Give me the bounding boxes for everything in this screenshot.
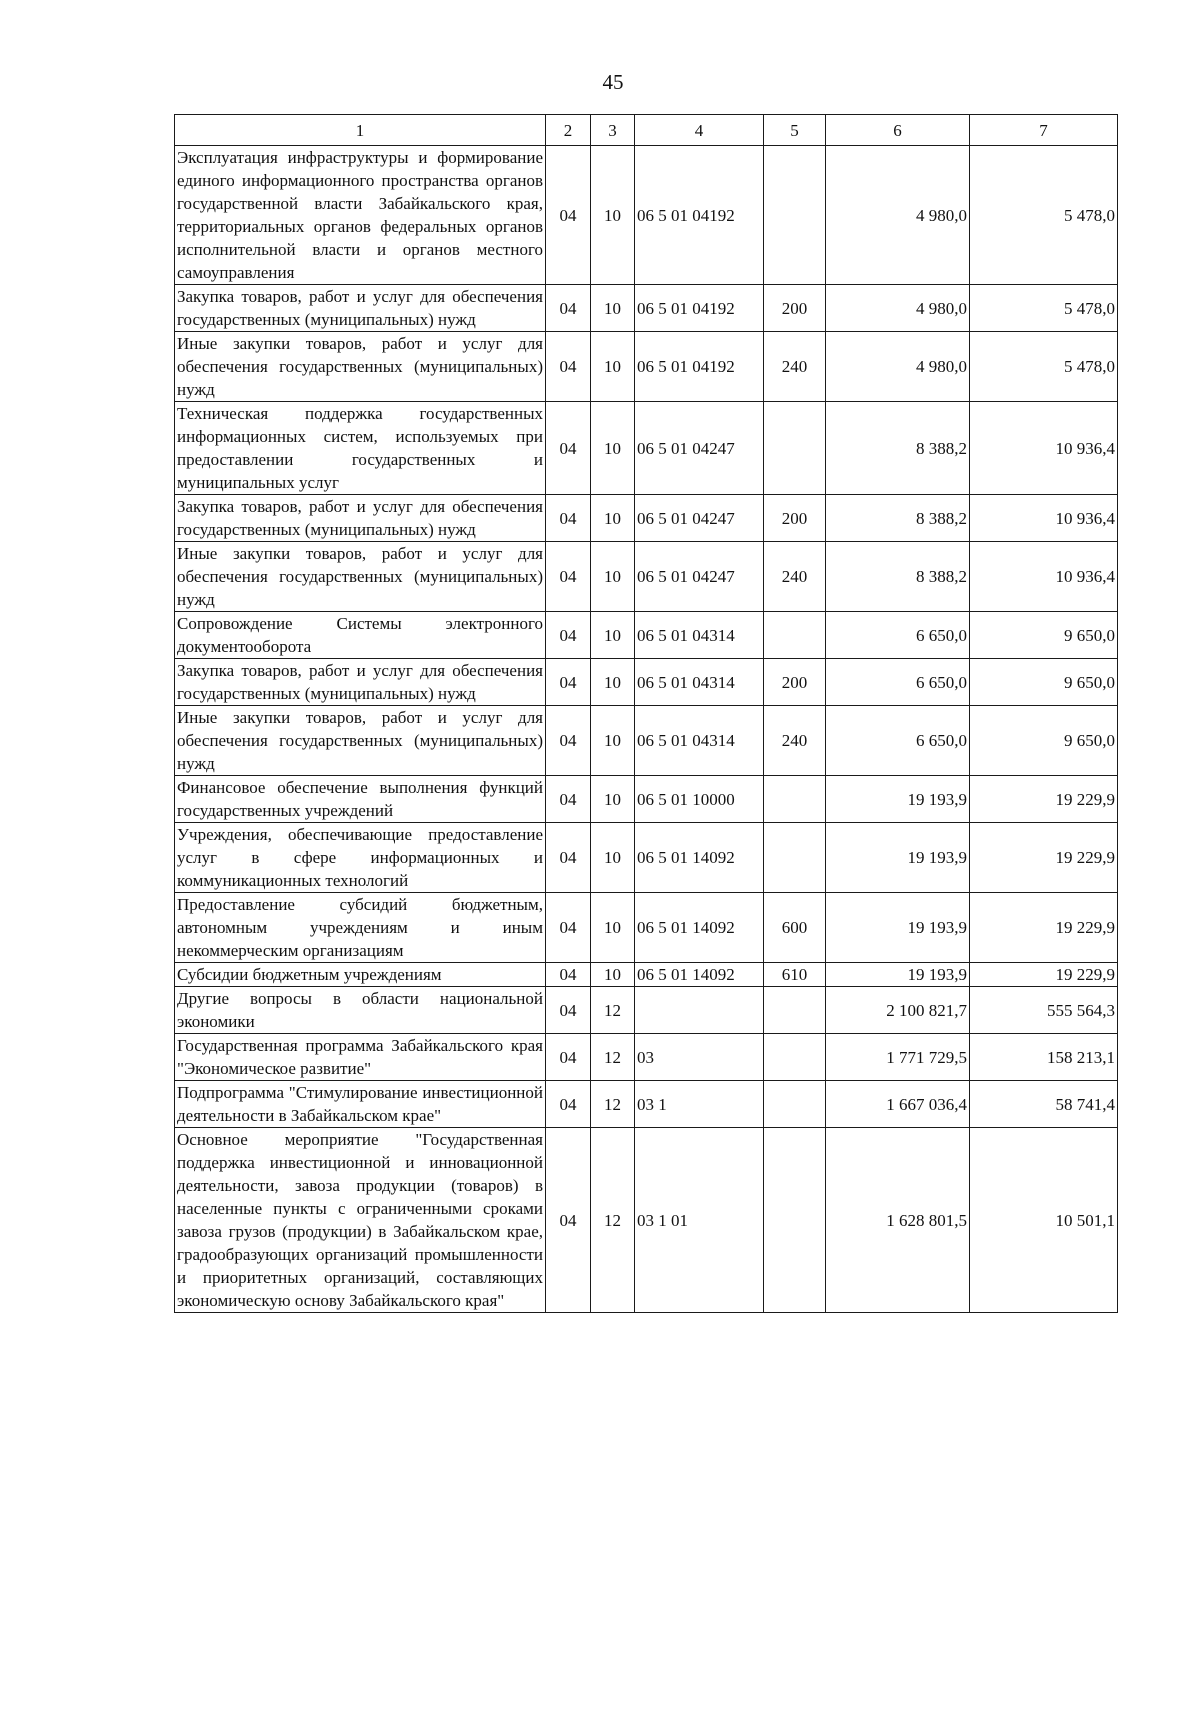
row-sum-1: 4 980,0 [826, 285, 970, 332]
row-subsection: 10 [591, 402, 635, 495]
row-subsection: 12 [591, 1034, 635, 1081]
row-name: Закупка товаров, работ и услуг для обеспечения государственных (муниципальных) нужд [175, 659, 546, 706]
row-name: Государственная программа Забайкальского края "Экономическое развитие" [175, 1034, 546, 1081]
row-name: Иные закупки товаров, работ и услуг для обеспечения государственных (муниципальных) нужд [175, 332, 546, 402]
row-name: Предоставление субсидий бюджетным, автономным учреждениям и иным некоммерческим организациям [175, 893, 546, 963]
row-section: 04 [546, 402, 591, 495]
table-row [175, 285, 1118, 332]
row-subsection: 10 [591, 542, 635, 612]
row-section: 04 [546, 987, 591, 1034]
row-sum-1: 1 771 729,5 [826, 1034, 970, 1081]
row-section: 04 [546, 332, 591, 402]
header-col-2: 2 [546, 115, 591, 146]
row-name: Иные закупки товаров, работ и услуг для обеспечения государственных (муниципальных) нужд [175, 706, 546, 776]
row-name: Закупка товаров, работ и услуг для обеспечения государственных (муниципальных) нужд [175, 495, 546, 542]
row-sum-1: 8 388,2 [826, 495, 970, 542]
row-expense-type [764, 823, 826, 893]
row-target-article: 06 5 01 04192 [635, 285, 764, 332]
row-sum-2: 9 650,0 [970, 706, 1118, 776]
table-row [175, 963, 1118, 987]
row-expense-type [764, 1128, 826, 1313]
table-row [175, 706, 1118, 776]
row-sum-2: 19 229,9 [970, 963, 1118, 987]
row-name: Эксплуатация инфраструктуры и формирование единого информационного пространства органов государственной власти Забайкальского края, территориальных органов федеральных органов исполнительной власти и органов местного самоуправления [175, 146, 546, 285]
table-row [175, 332, 1118, 402]
row-sum-1: 6 650,0 [826, 659, 970, 706]
header-col-6: 6 [826, 115, 970, 146]
row-subsection: 10 [591, 659, 635, 706]
table-row [175, 987, 1118, 1034]
row-subsection: 10 [591, 706, 635, 776]
row-sum-1: 19 193,9 [826, 776, 970, 823]
row-subsection: 10 [591, 146, 635, 285]
row-section: 04 [546, 612, 591, 659]
row-sum-1: 6 650,0 [826, 612, 970, 659]
row-section: 04 [546, 963, 591, 987]
row-sum-2: 10 501,1 [970, 1128, 1118, 1313]
row-section: 04 [546, 706, 591, 776]
row-sum-1: 4 980,0 [826, 332, 970, 402]
table-row [175, 893, 1118, 963]
row-target-article: 03 1 [635, 1081, 764, 1128]
row-name: Финансовое обеспечение выполнения функций государственных учреждений [175, 776, 546, 823]
row-sum-2: 9 650,0 [970, 612, 1118, 659]
row-sum-1: 19 193,9 [826, 823, 970, 893]
table-row [175, 776, 1118, 823]
table-header [175, 115, 1118, 146]
row-sum-1: 8 388,2 [826, 542, 970, 612]
row-target-article [635, 987, 764, 1034]
row-section: 04 [546, 823, 591, 893]
table-row [175, 1034, 1118, 1081]
row-sum-1: 2 100 821,7 [826, 987, 970, 1034]
row-sum-2: 10 936,4 [970, 402, 1118, 495]
row-target-article: 06 5 01 04247 [635, 495, 764, 542]
row-target-article: 06 5 01 04314 [635, 612, 764, 659]
row-section: 04 [546, 776, 591, 823]
row-subsection: 10 [591, 495, 635, 542]
row-subsection: 10 [591, 285, 635, 332]
row-expense-type: 200 [764, 659, 826, 706]
row-sum-2: 19 229,9 [970, 776, 1118, 823]
page-number: 45 [602, 70, 624, 94]
table-row [175, 1128, 1118, 1313]
row-target-article: 06 5 01 04192 [635, 146, 764, 285]
row-target-article: 06 5 01 04314 [635, 659, 764, 706]
table-row [175, 612, 1118, 659]
row-expense-type [764, 402, 826, 495]
row-section: 04 [546, 285, 591, 332]
row-subsection: 10 [591, 776, 635, 823]
row-name: Сопровождение Системы электронного документооборота [175, 612, 546, 659]
row-target-article: 03 1 01 [635, 1128, 764, 1313]
table-row [175, 659, 1118, 706]
row-sum-2: 19 229,9 [970, 893, 1118, 963]
row-name: Закупка товаров, работ и услуг для обеспечения государственных (муниципальных) нужд [175, 285, 546, 332]
row-name: Подпрограмма "Стимулирование инвестиционной деятельности в Забайкальском крае" [175, 1081, 546, 1128]
row-expense-type [764, 1081, 826, 1128]
row-expense-type [764, 776, 826, 823]
row-sum-2: 19 229,9 [970, 823, 1118, 893]
row-subsection: 12 [591, 987, 635, 1034]
row-name: Учреждения, обеспечивающие предоставление услуг в сфере информационных и коммуникационных технологий [175, 823, 546, 893]
row-sum-2: 9 650,0 [970, 659, 1118, 706]
row-target-article: 06 5 01 10000 [635, 776, 764, 823]
header-row [175, 115, 1118, 146]
row-expense-type [764, 612, 826, 659]
row-target-article: 06 5 01 04314 [635, 706, 764, 776]
row-expense-type: 610 [764, 963, 826, 987]
row-target-article: 06 5 01 04192 [635, 332, 764, 402]
row-sum-2: 158 213,1 [970, 1034, 1118, 1081]
row-name: Субсидии бюджетным учреждениям [175, 963, 546, 987]
budget-table [174, 114, 1118, 1313]
row-subsection: 10 [591, 612, 635, 659]
header-col-3: 3 [591, 115, 635, 146]
table-row [175, 542, 1118, 612]
row-section: 04 [546, 146, 591, 285]
row-expense-type [764, 146, 826, 285]
row-expense-type: 200 [764, 285, 826, 332]
table-row [175, 823, 1118, 893]
row-target-article: 06 5 01 14092 [635, 823, 764, 893]
row-sum-2: 10 936,4 [970, 542, 1118, 612]
row-subsection: 10 [591, 893, 635, 963]
row-name: Техническая поддержка государственных информационных систем, используемых при предоставлении государственных и муниципальных услуг [175, 402, 546, 495]
row-section: 04 [546, 1128, 591, 1313]
header-col-1: 1 [175, 115, 546, 146]
row-sum-1: 19 193,9 [826, 963, 970, 987]
table-body [175, 146, 1118, 1313]
row-section: 04 [546, 495, 591, 542]
header-col-4: 4 [635, 115, 764, 146]
row-target-article: 06 5 01 04247 [635, 542, 764, 612]
row-expense-type: 200 [764, 495, 826, 542]
row-expense-type: 240 [764, 542, 826, 612]
row-expense-type [764, 987, 826, 1034]
row-subsection: 12 [591, 1081, 635, 1128]
row-section: 04 [546, 542, 591, 612]
table-row [175, 495, 1118, 542]
row-target-article: 03 [635, 1034, 764, 1081]
row-sum-2: 10 936,4 [970, 495, 1118, 542]
row-expense-type: 240 [764, 332, 826, 402]
row-section: 04 [546, 659, 591, 706]
row-section: 04 [546, 1034, 591, 1081]
row-subsection: 10 [591, 963, 635, 987]
row-section: 04 [546, 1081, 591, 1128]
row-sum-1: 1 628 801,5 [826, 1128, 970, 1313]
row-target-article: 06 5 01 14092 [635, 963, 764, 987]
row-sum-2: 555 564,3 [970, 987, 1118, 1034]
header-col-5: 5 [764, 115, 826, 146]
table-row [175, 146, 1118, 285]
row-sum-1: 19 193,9 [826, 893, 970, 963]
row-expense-type: 600 [764, 893, 826, 963]
row-sum-1: 1 667 036,4 [826, 1081, 970, 1128]
row-expense-type: 240 [764, 706, 826, 776]
table-row [175, 1081, 1118, 1128]
row-sum-2: 58 741,4 [970, 1081, 1118, 1128]
row-sum-2: 5 478,0 [970, 332, 1118, 402]
row-sum-2: 5 478,0 [970, 146, 1118, 285]
row-sum-2: 5 478,0 [970, 285, 1118, 332]
row-expense-type [764, 1034, 826, 1081]
row-subsection: 12 [591, 1128, 635, 1313]
row-target-article: 06 5 01 14092 [635, 893, 764, 963]
row-sum-1: 4 980,0 [826, 146, 970, 285]
row-sum-1: 6 650,0 [826, 706, 970, 776]
row-subsection: 10 [591, 332, 635, 402]
row-name: Другие вопросы в области национальной экономики [175, 987, 546, 1034]
header-col-7: 7 [970, 115, 1118, 146]
row-subsection: 10 [591, 823, 635, 893]
row-name: Иные закупки товаров, работ и услуг для обеспечения государственных (муниципальных) нужд [175, 542, 546, 612]
table-row [175, 402, 1118, 495]
row-target-article: 06 5 01 04247 [635, 402, 764, 495]
row-name: Основное мероприятие "Государственная поддержка инвестиционной и инновационной деятельности, завоза продукции (товаров) в населенные пункты с ограниченными сроками завоза грузов (продукции) в Забайкальском крае, градообразующих организаций промышленности и приоритетных организаций, составляющих экономическую основу Забайкальского края" [175, 1128, 546, 1313]
row-section: 04 [546, 893, 591, 963]
row-sum-1: 8 388,2 [826, 402, 970, 495]
